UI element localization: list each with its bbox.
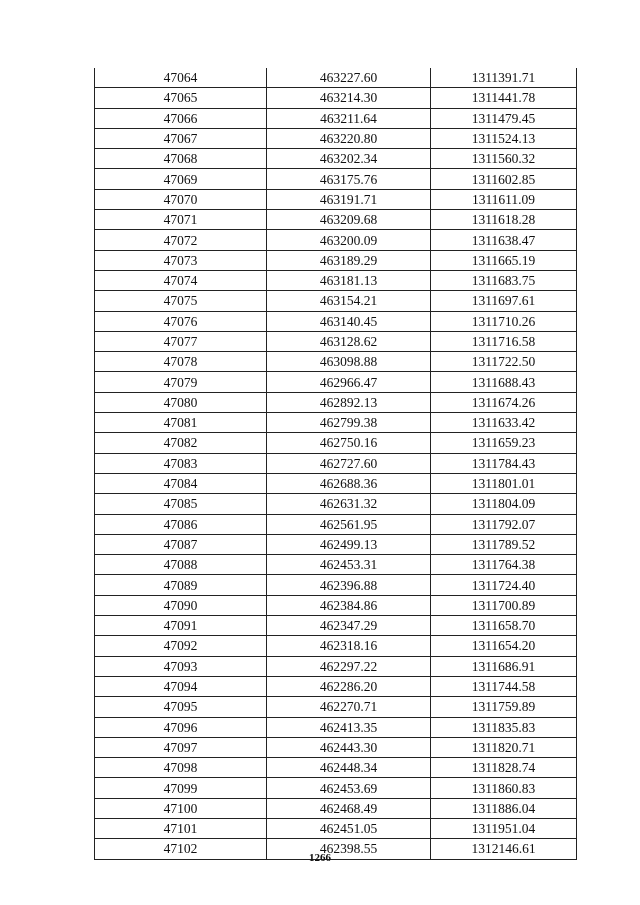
table-row xyxy=(95,453,577,473)
x-coordinate-cell: 462688.36 xyxy=(267,473,431,493)
point-id-cell: 47077 xyxy=(95,331,267,351)
table-row xyxy=(95,413,577,433)
point-id-cell: 47091 xyxy=(95,616,267,636)
coordinate-table-body xyxy=(95,68,577,859)
x-coordinate-cell: 462413.35 xyxy=(267,717,431,737)
point-id-cell: 47088 xyxy=(95,555,267,575)
point-id-cell: 47093 xyxy=(95,656,267,676)
x-coordinate-cell: 463214.30 xyxy=(267,88,431,108)
y-coordinate-cell: 1311654.20 xyxy=(431,636,577,656)
y-coordinate-cell: 1311633.42 xyxy=(431,413,577,433)
table-row xyxy=(95,68,577,88)
point-id-cell: 47094 xyxy=(95,676,267,696)
y-coordinate-cell: 1311722.50 xyxy=(431,352,577,372)
point-id-cell: 47096 xyxy=(95,717,267,737)
point-id-cell: 47069 xyxy=(95,169,267,189)
page-number: 1266 xyxy=(309,852,331,864)
x-coordinate-cell: 463202.34 xyxy=(267,149,431,169)
x-coordinate-cell: 463191.71 xyxy=(267,189,431,209)
x-coordinate-cell: 462499.13 xyxy=(267,534,431,554)
x-coordinate-cell: 462451.05 xyxy=(267,818,431,838)
y-coordinate-cell: 1311792.07 xyxy=(431,514,577,534)
table-row xyxy=(95,758,577,778)
point-id-cell: 47100 xyxy=(95,798,267,818)
y-coordinate-cell: 1311886.04 xyxy=(431,798,577,818)
point-id-cell: 47090 xyxy=(95,595,267,615)
table-row xyxy=(95,778,577,798)
x-coordinate-cell: 462384.86 xyxy=(267,595,431,615)
y-coordinate-cell: 1311697.61 xyxy=(431,291,577,311)
point-id-cell: 47080 xyxy=(95,392,267,412)
y-coordinate-cell: 1311686.91 xyxy=(431,656,577,676)
y-coordinate-cell: 1311524.13 xyxy=(431,128,577,148)
y-coordinate-cell: 1311724.40 xyxy=(431,575,577,595)
y-coordinate-cell: 1311804.09 xyxy=(431,494,577,514)
x-coordinate-cell: 462448.34 xyxy=(267,758,431,778)
y-coordinate-cell: 1311759.89 xyxy=(431,697,577,717)
x-coordinate-cell: 463189.29 xyxy=(267,250,431,270)
point-id-cell: 47098 xyxy=(95,758,267,778)
x-coordinate-cell: 463220.80 xyxy=(267,128,431,148)
y-coordinate-cell: 1311710.26 xyxy=(431,311,577,331)
table-row xyxy=(95,392,577,412)
y-coordinate-cell: 1311860.83 xyxy=(431,778,577,798)
x-coordinate-cell: 463140.45 xyxy=(267,311,431,331)
table-row xyxy=(95,88,577,108)
table-row xyxy=(95,595,577,615)
table-row xyxy=(95,291,577,311)
point-id-cell: 47078 xyxy=(95,352,267,372)
table-row xyxy=(95,169,577,189)
table-row xyxy=(95,270,577,290)
x-coordinate-cell: 462297.22 xyxy=(267,656,431,676)
x-coordinate-cell: 463181.13 xyxy=(267,270,431,290)
x-coordinate-cell: 463200.09 xyxy=(267,230,431,250)
y-coordinate-cell: 1311688.43 xyxy=(431,372,577,392)
point-id-cell: 47070 xyxy=(95,189,267,209)
y-coordinate-cell: 1311638.47 xyxy=(431,230,577,250)
x-coordinate-cell: 463175.76 xyxy=(267,169,431,189)
point-id-cell: 47072 xyxy=(95,230,267,250)
table-row xyxy=(95,798,577,818)
table-row xyxy=(95,514,577,534)
y-coordinate-cell: 1311658.70 xyxy=(431,616,577,636)
x-coordinate-cell: 462398.55 xyxy=(267,839,431,859)
x-coordinate-cell: 462347.29 xyxy=(267,616,431,636)
y-coordinate-cell: 1311441.78 xyxy=(431,88,577,108)
point-id-cell: 47089 xyxy=(95,575,267,595)
table-row xyxy=(95,616,577,636)
point-id-cell: 47066 xyxy=(95,108,267,128)
x-coordinate-cell: 462286.20 xyxy=(267,676,431,696)
point-id-cell: 47101 xyxy=(95,818,267,838)
y-coordinate-cell: 1311789.52 xyxy=(431,534,577,554)
x-coordinate-cell: 463098.88 xyxy=(267,352,431,372)
x-coordinate-cell: 462892.13 xyxy=(267,392,431,412)
table-row xyxy=(95,311,577,331)
x-coordinate-cell: 462631.32 xyxy=(267,494,431,514)
table-row xyxy=(95,697,577,717)
point-id-cell: 47092 xyxy=(95,636,267,656)
y-coordinate-cell: 1311560.32 xyxy=(431,149,577,169)
table-row xyxy=(95,250,577,270)
point-id-cell: 47079 xyxy=(95,372,267,392)
table-row xyxy=(95,189,577,209)
point-id-cell: 47083 xyxy=(95,453,267,473)
y-coordinate-cell: 1311835.83 xyxy=(431,717,577,737)
table-row xyxy=(95,737,577,757)
point-id-cell: 47071 xyxy=(95,210,267,230)
x-coordinate-cell: 462561.95 xyxy=(267,514,431,534)
point-id-cell: 47102 xyxy=(95,839,267,859)
y-coordinate-cell: 1311700.89 xyxy=(431,595,577,615)
y-coordinate-cell: 1311716.58 xyxy=(431,331,577,351)
y-coordinate-cell: 1311611.09 xyxy=(431,189,577,209)
y-coordinate-cell: 1311784.43 xyxy=(431,453,577,473)
y-coordinate-cell: 1311683.75 xyxy=(431,270,577,290)
y-coordinate-cell: 1311479.45 xyxy=(431,108,577,128)
table-row xyxy=(95,372,577,392)
table-row xyxy=(95,818,577,838)
x-coordinate-cell: 463227.60 xyxy=(267,68,431,88)
point-id-cell: 47067 xyxy=(95,128,267,148)
y-coordinate-cell: 1311602.85 xyxy=(431,169,577,189)
table-row xyxy=(95,473,577,493)
point-id-cell: 47095 xyxy=(95,697,267,717)
table-row xyxy=(95,352,577,372)
x-coordinate-cell: 462799.38 xyxy=(267,413,431,433)
point-id-cell: 47087 xyxy=(95,534,267,554)
point-id-cell: 47076 xyxy=(95,311,267,331)
point-id-cell: 47086 xyxy=(95,514,267,534)
x-coordinate-cell: 462966.47 xyxy=(267,372,431,392)
table-row xyxy=(95,433,577,453)
y-coordinate-cell: 1311659.23 xyxy=(431,433,577,453)
y-coordinate-cell: 1311744.58 xyxy=(431,676,577,696)
x-coordinate-cell: 463128.62 xyxy=(267,331,431,351)
y-coordinate-cell: 1311391.71 xyxy=(431,68,577,88)
y-coordinate-cell: 1311674.26 xyxy=(431,392,577,412)
point-id-cell: 47081 xyxy=(95,413,267,433)
y-coordinate-cell: 1311618.28 xyxy=(431,210,577,230)
coordinate-table xyxy=(94,68,577,860)
point-id-cell: 47082 xyxy=(95,433,267,453)
x-coordinate-cell: 462468.49 xyxy=(267,798,431,818)
table-row xyxy=(95,575,577,595)
table-row xyxy=(95,534,577,554)
x-coordinate-cell: 462453.31 xyxy=(267,555,431,575)
x-coordinate-cell: 463211.64 xyxy=(267,108,431,128)
point-id-cell: 47065 xyxy=(95,88,267,108)
table-row xyxy=(95,656,577,676)
point-id-cell: 47068 xyxy=(95,149,267,169)
point-id-cell: 47084 xyxy=(95,473,267,493)
point-id-cell: 47075 xyxy=(95,291,267,311)
table-row xyxy=(95,108,577,128)
x-coordinate-cell: 462750.16 xyxy=(267,433,431,453)
x-coordinate-cell: 462270.71 xyxy=(267,697,431,717)
table-row xyxy=(95,717,577,737)
x-coordinate-cell: 462396.88 xyxy=(267,575,431,595)
table-row xyxy=(95,555,577,575)
y-coordinate-cell: 1311801.01 xyxy=(431,473,577,493)
y-coordinate-cell: 1311764.38 xyxy=(431,555,577,575)
table-row xyxy=(95,676,577,696)
table-row xyxy=(95,128,577,148)
table-row xyxy=(95,230,577,250)
table-row xyxy=(95,331,577,351)
y-coordinate-cell: 1311828.74 xyxy=(431,758,577,778)
table-row xyxy=(95,149,577,169)
table-row xyxy=(95,210,577,230)
y-coordinate-cell: 1311820.71 xyxy=(431,737,577,757)
table-row xyxy=(95,636,577,656)
table-row xyxy=(95,494,577,514)
point-id-cell: 47064 xyxy=(95,68,267,88)
point-id-cell: 47097 xyxy=(95,737,267,757)
point-id-cell: 47073 xyxy=(95,250,267,270)
x-coordinate-cell: 463209.68 xyxy=(267,210,431,230)
x-coordinate-cell: 462318.16 xyxy=(267,636,431,656)
x-coordinate-cell: 463154.21 xyxy=(267,291,431,311)
x-coordinate-cell: 462727.60 xyxy=(267,453,431,473)
x-coordinate-cell: 462443.30 xyxy=(267,737,431,757)
point-id-cell: 47074 xyxy=(95,270,267,290)
y-coordinate-cell: 1311951.04 xyxy=(431,818,577,838)
y-coordinate-cell: 1312146.61 xyxy=(431,839,577,859)
point-id-cell: 47099 xyxy=(95,778,267,798)
x-coordinate-cell: 462453.69 xyxy=(267,778,431,798)
point-id-cell: 47085 xyxy=(95,494,267,514)
y-coordinate-cell: 1311665.19 xyxy=(431,250,577,270)
